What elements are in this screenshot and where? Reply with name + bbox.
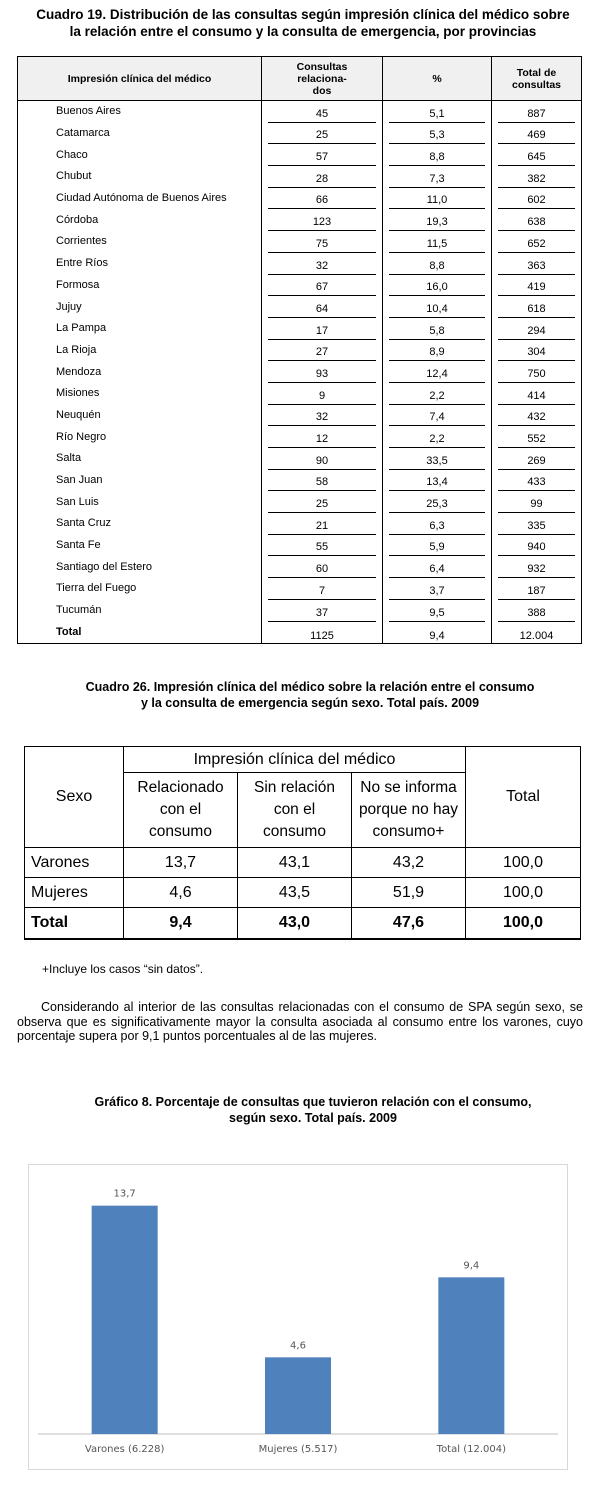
cell-value: 25 xyxy=(268,498,376,513)
cell-total-consultas xyxy=(492,383,582,405)
cell-value: 57 xyxy=(268,151,376,166)
row-label-province: Mendoza xyxy=(18,361,262,383)
cell-value: 66 xyxy=(268,194,376,209)
cell-total-consultas xyxy=(492,340,582,362)
cell-value: 11,0 xyxy=(389,194,485,209)
cell-consultas-relacionadas xyxy=(262,448,383,470)
cell-value: 388 xyxy=(498,607,575,622)
cell-total-consultas xyxy=(492,101,582,123)
cell-total-consultas xyxy=(492,209,582,231)
cell-value: 8,8 xyxy=(389,260,485,275)
row-label-province: Formosa xyxy=(18,275,262,297)
cell-total-consultas xyxy=(492,513,582,535)
col-header-line: consultas xyxy=(511,78,561,91)
cuadro-26-title-line1: Cuadro 26. Impresión clínica del médico sobre la relación entre el consumo xyxy=(85,680,535,694)
cell-value: 10,4 xyxy=(389,303,485,318)
cell-consultas-relacionadas xyxy=(262,513,383,535)
grafico-8-title xyxy=(40,1095,586,1126)
cell-percent xyxy=(383,275,492,297)
col-header-impresion-group: Impresión clínica del médico xyxy=(124,747,466,773)
cell-value: 60 xyxy=(268,563,376,578)
cell-total-consultas xyxy=(492,535,582,557)
row-label-province: Chubut xyxy=(18,166,262,188)
table-row xyxy=(25,848,581,878)
row-label-province: Ciudad Autónoma de Buenos Aires xyxy=(18,188,262,210)
cell-sin-relacion: 43,1 xyxy=(238,848,352,878)
cell-value: 382 xyxy=(498,173,575,188)
cell-value: 99 xyxy=(498,498,575,513)
cell-consultas-relacionadas: 1125 xyxy=(262,622,383,644)
table-row xyxy=(18,448,582,470)
cell-value: 33,5 xyxy=(389,455,485,470)
cell-percent xyxy=(383,144,492,166)
col-header-relacionado xyxy=(124,773,238,848)
table-total-row xyxy=(18,622,582,644)
cell-no-informa: 47,6 xyxy=(352,908,466,940)
cell-total-consultas xyxy=(492,231,582,253)
col-header-percent: % xyxy=(383,57,492,101)
cell-value: 645 xyxy=(498,151,575,166)
table-row xyxy=(18,491,582,513)
table-row xyxy=(18,340,582,362)
cell-consultas-relacionadas xyxy=(262,318,383,340)
cell-total: 100,0 xyxy=(466,848,581,878)
row-label-province: Santiago del Estero xyxy=(18,556,262,578)
row-label-province: Jujuy xyxy=(18,296,262,318)
cell-consultas-relacionadas xyxy=(262,166,383,188)
table-header-row xyxy=(18,57,582,101)
cell-sin-relacion: 43,0 xyxy=(238,908,352,940)
cell-value: 19,3 xyxy=(389,216,485,231)
cell-value: 64 xyxy=(268,303,376,318)
col-header-total-consultas xyxy=(492,57,582,101)
col-header-total: Total xyxy=(466,747,581,848)
table-row xyxy=(18,383,582,405)
col-header-line: Relacionado xyxy=(137,779,224,796)
bar xyxy=(265,1357,331,1434)
cell-percent xyxy=(383,426,492,448)
cell-value: 5,3 xyxy=(389,129,485,144)
col-header-line: con el xyxy=(273,801,316,818)
cuadro-26-title-line2: y la consulta de emergencia según sexo. Total país. 2009 xyxy=(140,696,480,710)
col-header-line: Sin relación xyxy=(254,779,335,796)
row-label: Mujeres xyxy=(25,878,124,908)
cuadro-19-title-line2: la relación entre el consumo y la consulta de emergencia, por provincias xyxy=(69,24,537,39)
cell-consultas-relacionadas xyxy=(262,144,383,166)
cell-value: 8,8 xyxy=(389,151,485,166)
cuadro-19-table xyxy=(17,56,582,644)
cell-value: 469 xyxy=(498,129,575,144)
cell-value: 5,9 xyxy=(389,541,485,556)
cell-value: 7,4 xyxy=(389,411,485,426)
col-header-line: con el xyxy=(159,801,202,818)
cell-consultas-relacionadas xyxy=(262,361,383,383)
table-row xyxy=(18,253,582,275)
bar xyxy=(92,1206,158,1434)
table-row xyxy=(18,535,582,557)
cell-percent xyxy=(383,600,492,622)
table-row xyxy=(18,209,582,231)
cell-percent xyxy=(383,556,492,578)
table-row xyxy=(18,318,582,340)
col-header-line: No se informa xyxy=(360,779,457,796)
cell-value: 7,3 xyxy=(389,173,485,188)
cell-value: 433 xyxy=(498,476,575,491)
col-header-sexo: Sexo xyxy=(25,747,124,848)
cell-value: 335 xyxy=(498,520,575,535)
cell-value: 294 xyxy=(498,325,575,340)
cell-value: 55 xyxy=(268,541,376,556)
cell-consultas-relacionadas xyxy=(262,556,383,578)
row-label-province: Entre Ríos xyxy=(18,253,262,275)
cell-value: 93 xyxy=(268,368,376,383)
body-paragraph: Considerando al interior de las consultas relacionadas con el consumo de SPA según sexo, se observa que es significativamente mayor la consulta asociada al consumo entre los varones, cuyo porcentaje supera por 9,1 puntos porcentuales al de las mujeres. xyxy=(17,1000,583,1043)
row-label-province: Córdoba xyxy=(18,209,262,231)
table-row xyxy=(18,188,582,210)
bar-chart-svg xyxy=(28,1164,568,1470)
cell-consultas-relacionadas xyxy=(262,340,383,362)
cell-value: 32 xyxy=(268,260,376,275)
cell-total: 100,0 xyxy=(466,908,581,940)
cell-value: 123 xyxy=(268,216,376,231)
table-total-row xyxy=(25,908,581,940)
col-header-line: relaciona- xyxy=(297,72,347,85)
cell-value: 432 xyxy=(498,411,575,426)
cell-consultas-relacionadas xyxy=(262,405,383,427)
cell-percent xyxy=(383,318,492,340)
table-row xyxy=(18,578,582,600)
cell-total-consultas xyxy=(492,405,582,427)
cell-total-consultas xyxy=(492,448,582,470)
cell-percent xyxy=(383,253,492,275)
cell-consultas-relacionadas xyxy=(262,535,383,557)
cell-sin-relacion: 43,5 xyxy=(238,878,352,908)
cell-total-consultas xyxy=(492,144,582,166)
cell-total-consultas xyxy=(492,556,582,578)
row-label-province: Chaco xyxy=(18,144,262,166)
cell-relacionado: 9,4 xyxy=(124,908,238,940)
row-label-province: Buenos Aires xyxy=(18,101,262,123)
cell-value: 2,2 xyxy=(389,390,485,405)
cell-percent xyxy=(383,491,492,513)
table-row xyxy=(18,405,582,427)
cuadro-19-title-line1: Cuadro 19. Distribución de las consultas según impresión clínica del médico sobre xyxy=(36,7,570,22)
col-header-no-informa xyxy=(352,773,466,848)
cell-no-informa: 43,2 xyxy=(352,848,466,878)
cell-value: 187 xyxy=(498,585,575,600)
cell-percent xyxy=(383,296,492,318)
cell-percent xyxy=(383,361,492,383)
row-label-province: Tierra del Fuego xyxy=(18,578,262,600)
row-label-province: Catamarca xyxy=(18,123,262,145)
cell-value: 90 xyxy=(268,455,376,470)
cell-value: 67 xyxy=(268,281,376,296)
cell-value: 12,4 xyxy=(389,368,485,383)
cell-value: 8,9 xyxy=(389,346,485,361)
data-label: 4,6 xyxy=(290,1340,306,1352)
col-header-sin-relacion xyxy=(238,773,352,848)
table-row xyxy=(18,101,582,123)
cell-value: 21 xyxy=(268,520,376,535)
cuadro-26-table xyxy=(24,746,581,940)
cell-percent xyxy=(383,535,492,557)
table-row xyxy=(18,231,582,253)
category-label: Varones (6.228) xyxy=(84,1444,165,1455)
cell-value: 9 xyxy=(268,390,376,405)
cell-consultas-relacionadas xyxy=(262,209,383,231)
row-label-province: Santa Cruz xyxy=(18,513,262,535)
row-label-province: Tucumán xyxy=(18,600,262,622)
cell-percent xyxy=(383,470,492,492)
cell-consultas-relacionadas xyxy=(262,101,383,123)
cell-value: 638 xyxy=(498,216,575,231)
cell-value: 414 xyxy=(498,390,575,405)
cell-value: 25 xyxy=(268,129,376,144)
cell-value: 304 xyxy=(498,346,575,361)
grafico-8-title-line1: Gráfico 8. Porcentaje de consultas que tuvieron relación con el consumo, xyxy=(94,1095,532,1109)
col-header-line: consumo xyxy=(263,823,326,840)
cell-value: 45 xyxy=(268,108,376,123)
cell-value: 2,2 xyxy=(389,433,485,448)
table-row xyxy=(18,556,582,578)
row-label-province: Río Negro xyxy=(18,426,262,448)
cell-total: 100,0 xyxy=(466,878,581,908)
cell-value: 363 xyxy=(498,260,575,275)
table-row xyxy=(25,878,581,908)
row-label-province: Corrientes xyxy=(18,231,262,253)
table-row xyxy=(18,600,582,622)
cell-percent xyxy=(383,383,492,405)
cell-value: 32 xyxy=(268,411,376,426)
row-label: Varones xyxy=(25,848,124,878)
row-label-province: San Luis xyxy=(18,491,262,513)
cell-relacionado: 13,7 xyxy=(124,848,238,878)
cell-percent xyxy=(383,340,492,362)
cell-total-consultas xyxy=(492,275,582,297)
cell-total-consultas: 12.004 xyxy=(492,622,582,644)
cell-total-consultas xyxy=(492,600,582,622)
cell-consultas-relacionadas xyxy=(262,426,383,448)
col-header-line: porque no hay xyxy=(358,801,459,818)
cell-percent xyxy=(383,123,492,145)
cell-total-consultas xyxy=(492,578,582,600)
cell-total-consultas xyxy=(492,166,582,188)
table-row xyxy=(18,123,582,145)
cell-consultas-relacionadas xyxy=(262,578,383,600)
row-label-province: La Rioja xyxy=(18,340,262,362)
cell-consultas-relacionadas xyxy=(262,231,383,253)
cell-value: 750 xyxy=(498,368,575,383)
cell-consultas-relacionadas xyxy=(262,383,383,405)
cell-percent xyxy=(383,231,492,253)
cell-total-consultas xyxy=(492,188,582,210)
cell-consultas-relacionadas xyxy=(262,470,383,492)
cell-value: 602 xyxy=(498,194,575,209)
cell-percent xyxy=(383,405,492,427)
cell-total-consultas xyxy=(492,491,582,513)
cell-relacionado: 4,6 xyxy=(124,878,238,908)
cell-total-consultas xyxy=(492,123,582,145)
row-label-province: Total xyxy=(18,622,262,644)
cell-value: 419 xyxy=(498,281,575,296)
cell-total-consultas xyxy=(492,426,582,448)
cell-value: 58 xyxy=(268,476,376,491)
row-label-province: Salta xyxy=(18,448,262,470)
table-row xyxy=(18,361,582,383)
table-header-row xyxy=(25,747,581,773)
col-header-line: consumo+ xyxy=(372,823,445,840)
cell-consultas-relacionadas xyxy=(262,275,383,297)
footnote: +Incluye los casos “sin datos”. xyxy=(42,962,204,976)
cell-value: 75 xyxy=(268,238,376,253)
cell-value: 652 xyxy=(498,238,575,253)
row-label-province: Misiones xyxy=(18,383,262,405)
cell-consultas-relacionadas xyxy=(262,123,383,145)
cell-value: 7 xyxy=(268,585,376,600)
col-header-line: Total de xyxy=(516,66,557,79)
col-header-line: Consultas xyxy=(296,60,348,73)
cell-value: 12 xyxy=(268,433,376,448)
col-header-line: consumo xyxy=(149,823,212,840)
cell-value: 3,7 xyxy=(389,585,485,600)
cell-total-consultas xyxy=(492,296,582,318)
cell-value: 887 xyxy=(498,108,575,123)
cell-value: 11,5 xyxy=(389,238,485,253)
table-row xyxy=(18,275,582,297)
cell-value: 6,3 xyxy=(389,520,485,535)
cell-value: 28 xyxy=(268,173,376,188)
cell-value: 9,5 xyxy=(389,607,485,622)
cell-percent xyxy=(383,448,492,470)
cell-value: 618 xyxy=(498,303,575,318)
category-label: Mujeres (5.517) xyxy=(258,1444,338,1455)
row-label-province: Neuquén xyxy=(18,405,262,427)
cell-value: 940 xyxy=(498,541,575,556)
grafico-8-title-line2: según sexo. Total país. 2009 xyxy=(229,1110,397,1125)
category-label: Total (12.004) xyxy=(436,1444,506,1455)
cell-value: 269 xyxy=(498,455,575,470)
cell-value: 17 xyxy=(268,325,376,340)
cuadro-19-title xyxy=(10,6,596,40)
cell-percent: 9,4 xyxy=(383,622,492,644)
cell-value: 552 xyxy=(498,433,575,448)
cell-consultas-relacionadas xyxy=(262,188,383,210)
cell-consultas-relacionadas xyxy=(262,600,383,622)
data-label: 13,7 xyxy=(113,1188,136,1200)
cell-value: 37 xyxy=(268,607,376,622)
cell-consultas-relacionadas xyxy=(262,253,383,275)
cell-no-informa: 51,9 xyxy=(352,878,466,908)
cell-value: 5,8 xyxy=(389,325,485,340)
col-header-impresion: Impresión clínica del médico xyxy=(18,57,262,101)
cell-value: 13,4 xyxy=(389,476,485,491)
col-header-line: dos xyxy=(312,84,332,97)
row-label-province: San Juan xyxy=(18,470,262,492)
cell-total-consultas xyxy=(492,361,582,383)
cell-value: 16,0 xyxy=(389,281,485,296)
col-header-consultas-relacionadas xyxy=(262,57,383,101)
cell-percent xyxy=(383,166,492,188)
cell-consultas-relacionadas xyxy=(262,296,383,318)
cell-total-consultas xyxy=(492,470,582,492)
table-row xyxy=(18,144,582,166)
table-row xyxy=(18,470,582,492)
cell-value: 5,1 xyxy=(389,108,485,123)
cell-total-consultas xyxy=(492,253,582,275)
cell-value: 6,4 xyxy=(389,563,485,578)
cell-value: 932 xyxy=(498,563,575,578)
data-label: 9,4 xyxy=(463,1260,480,1272)
grafico-8-chart xyxy=(28,1164,568,1470)
table-row xyxy=(18,296,582,318)
cell-total-consultas xyxy=(492,318,582,340)
cuadro-26-title xyxy=(30,679,590,711)
row-label: Total xyxy=(25,908,124,940)
cell-percent xyxy=(383,188,492,210)
table-row xyxy=(18,166,582,188)
table-row xyxy=(18,513,582,535)
cell-value: 25,3 xyxy=(389,498,485,513)
cell-consultas-relacionadas xyxy=(262,491,383,513)
row-label-province: Santa Fe xyxy=(18,535,262,557)
cell-percent xyxy=(383,578,492,600)
cell-percent xyxy=(383,513,492,535)
cell-percent xyxy=(383,209,492,231)
row-label-province: La Pampa xyxy=(18,318,262,340)
cell-value: 27 xyxy=(268,346,376,361)
bar xyxy=(438,1277,504,1434)
table-row xyxy=(18,426,582,448)
cell-percent xyxy=(383,101,492,123)
